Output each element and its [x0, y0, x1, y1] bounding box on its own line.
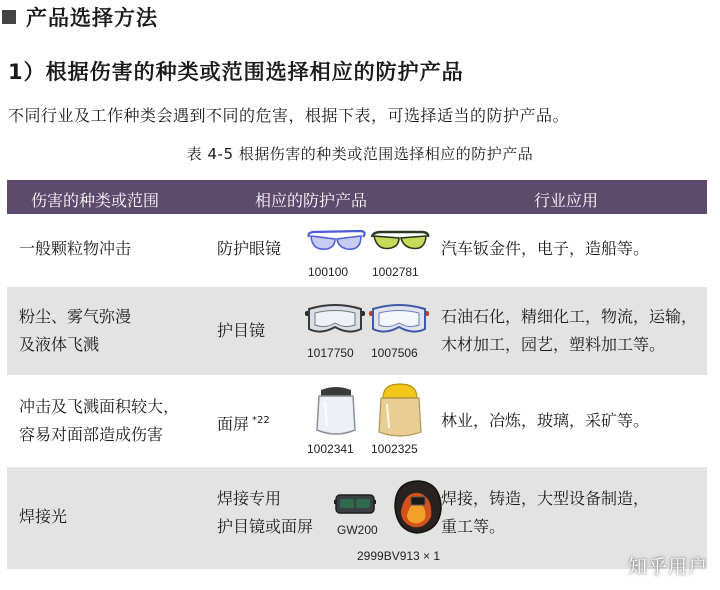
product-cell: 焊接专用 护目镜或面屏 [217, 489, 314, 536]
watermark: 知乎用户 [627, 556, 708, 578]
industry-cell: 焊接，铸造，大型设备制造， 重工等。 [441, 489, 650, 536]
safety-glasses-image [369, 225, 431, 257]
industry-cell: 石油石化，精细化工，物流，运输， 木材加工，园艺，塑料加工等。 [441, 307, 698, 354]
product-code: 1002341 [307, 442, 354, 456]
face-shield-image [311, 384, 361, 440]
product-code: 1002781 [372, 265, 419, 279]
section-bullet-icon [2, 10, 16, 24]
subsection-title: 1）根据伤害的种类或范围选择相应的防护产品 [8, 60, 464, 84]
hazard-cell: 粉尘、雾气弥漫 及液体飞溅 [19, 307, 132, 354]
table-row [7, 287, 707, 375]
product-code: GW200 [337, 523, 378, 537]
goggles-image [303, 299, 367, 337]
product-cell: 护目镜 [217, 321, 266, 340]
product-code: 1017750 [307, 346, 354, 360]
product-code: 1002325 [371, 442, 418, 456]
hazard-cell: 焊接光 [19, 507, 68, 526]
header-hazard: 伤害的种类或范围 [31, 191, 160, 210]
welding-goggles-image [333, 491, 377, 517]
hazard-cell: 一般颗粒物冲击 [19, 239, 132, 258]
header-product: 相应的防护产品 [255, 191, 368, 210]
product-code: 100100 [308, 265, 349, 279]
table-row [7, 467, 707, 569]
product-cell: 面屏 $^{*22}$ [217, 414, 270, 434]
intro-paragraph: 不同行业及工作种类会遇到不同的危害，根据下表，可选择适当的防护产品。 [8, 106, 570, 125]
hazard-cell: 冲击及飞溅面积较大， 容易对面部造成伤害 [19, 397, 180, 444]
protection-table [7, 180, 707, 569]
industry-cell: 林业，冶炼，玻璃，采矿等。 [441, 411, 650, 430]
welding-helmet-image [389, 477, 445, 537]
table-header [7, 180, 707, 214]
safety-glasses-image [305, 225, 367, 257]
product-footnote: *22 [252, 415, 270, 426]
table-caption: 表 4-5 根据伤害的种类或范围选择相应的防护产品 [186, 145, 534, 163]
industry-cell: 汽车钣金件，电子，造船等。 [441, 239, 650, 258]
product-code: 2999BV913 × 1 [357, 549, 441, 563]
table-row [7, 214, 707, 284]
product-code: 1007506 [371, 346, 418, 360]
product-cell: 防护眼镜 [217, 239, 282, 258]
section-title: 产品选择方法 [26, 6, 158, 30]
goggles-image [367, 299, 431, 337]
face-shield-image [375, 382, 425, 440]
table-row [7, 378, 707, 464]
section-header [0, 3, 158, 31]
header-industry: 行业应用 [534, 191, 599, 210]
